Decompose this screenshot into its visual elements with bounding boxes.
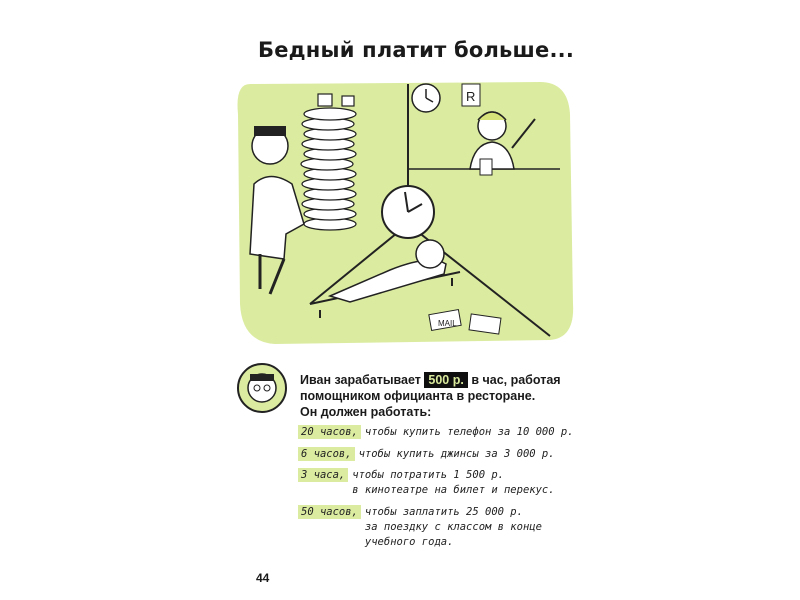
clock-icon xyxy=(382,186,434,238)
item-text: чтобы купить телефон за 10 000 р. xyxy=(364,426,574,438)
list-item xyxy=(298,468,555,498)
intro-line1-suffix: в час, работая xyxy=(471,373,561,387)
intro-line3: Он должен работать: xyxy=(300,405,432,419)
mail-label: MAIL xyxy=(438,319,457,328)
item-text: чтобы заплатить 25 000 р. xyxy=(364,506,523,518)
intro-text xyxy=(300,372,600,420)
item-text: чтобы потратить 1 500 р. xyxy=(352,469,504,481)
intro-line1-prefix: Иван зарабатывает xyxy=(300,373,421,387)
hours-tag: 20 часов, xyxy=(298,425,361,439)
hours-tag: 6 часов, xyxy=(298,447,355,461)
wall-clock-icon xyxy=(412,84,440,112)
list-item xyxy=(298,505,542,550)
intro-line2: помощником официанта в ресторане. xyxy=(300,389,536,403)
sign-label: R xyxy=(466,89,476,104)
illustration xyxy=(230,74,580,354)
hours-tag: 50 часов, xyxy=(298,505,361,519)
item-text: чтобы купить джинсы за 3 000 р. xyxy=(358,448,555,460)
page-title: Бедный платит больше... xyxy=(258,38,574,62)
list-item xyxy=(298,447,555,462)
item-text: в кинотеатре на билет и перекус. xyxy=(352,484,555,496)
item-text: за поездку с классом в конце xyxy=(364,521,542,533)
ivan-avatar xyxy=(236,360,288,416)
page-number: 44 xyxy=(256,571,270,585)
list-item xyxy=(298,425,574,440)
item-text: учебного года. xyxy=(364,536,454,548)
hours-tag: 3 часа, xyxy=(298,468,348,482)
wage-highlight: 500 р. xyxy=(424,372,467,388)
